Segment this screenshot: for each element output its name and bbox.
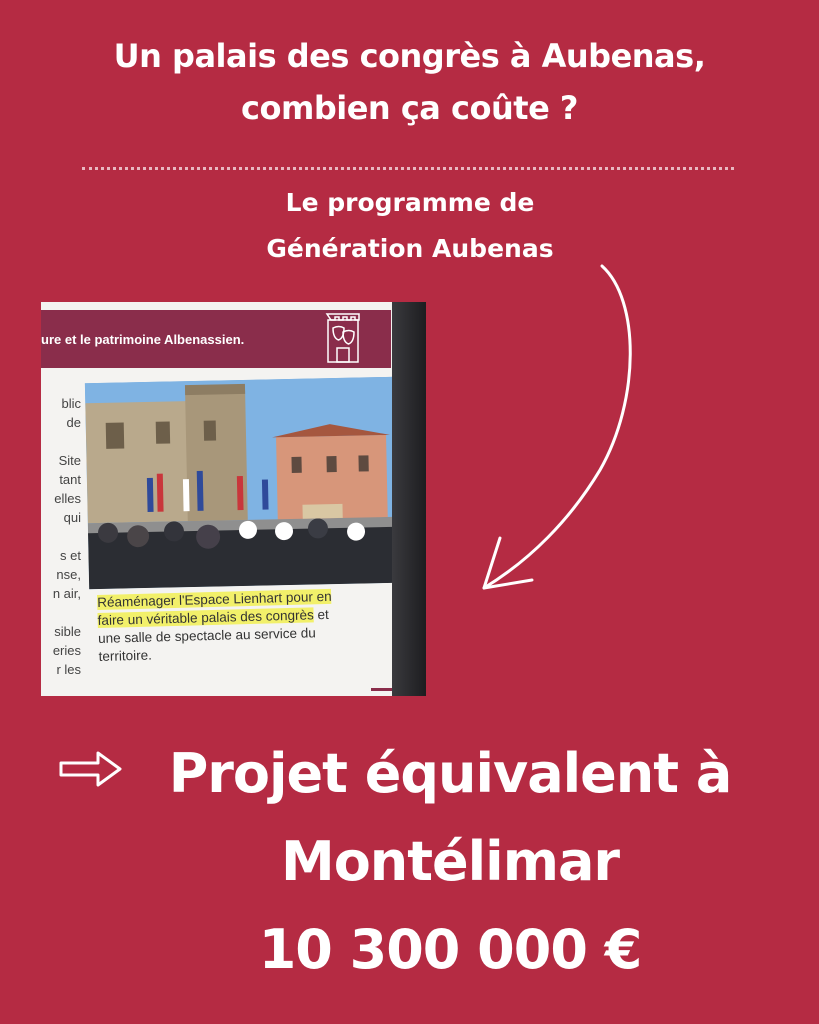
title-line-2: combien ça coûte ? [241, 89, 578, 127]
caption-line-1: Réaménager l'Espace Lienhart pour en [97, 588, 332, 610]
caption-line-4: territoire. [98, 647, 153, 664]
statement-line-3: 10 300 000 € [258, 918, 642, 981]
dotted-divider [82, 167, 734, 170]
cost-statement [115, 730, 785, 994]
brochure-left-column: blic de Site tant elles qui s et nse, n air, sible eries r les [52, 396, 81, 677]
statement-line-2: Montélimar [280, 830, 620, 893]
caption-line-3: une salle de spectacle au service du [97, 625, 316, 646]
brochure-caption [97, 586, 409, 666]
subtitle-line-2: Génération Aubenas [266, 234, 554, 263]
caption-line-2: faire un véritable palais des congrès et [97, 606, 329, 628]
brochure-page-edge [392, 302, 426, 696]
brochure-band-text: ure et le patrimoine Albenassien. [41, 332, 245, 347]
theater-masks-icon [319, 310, 367, 366]
subtitle-line-1: Le programme de [285, 188, 535, 217]
ceremony-picture [85, 377, 399, 589]
statement-line-1: Projet équivalent à [168, 742, 732, 805]
brochure-photo [41, 302, 426, 696]
title-line-1: Un palais des congrès à Aubenas, [113, 37, 706, 75]
page-title [0, 30, 819, 134]
subtitle [180, 180, 640, 272]
brochure-header-band [41, 310, 391, 368]
